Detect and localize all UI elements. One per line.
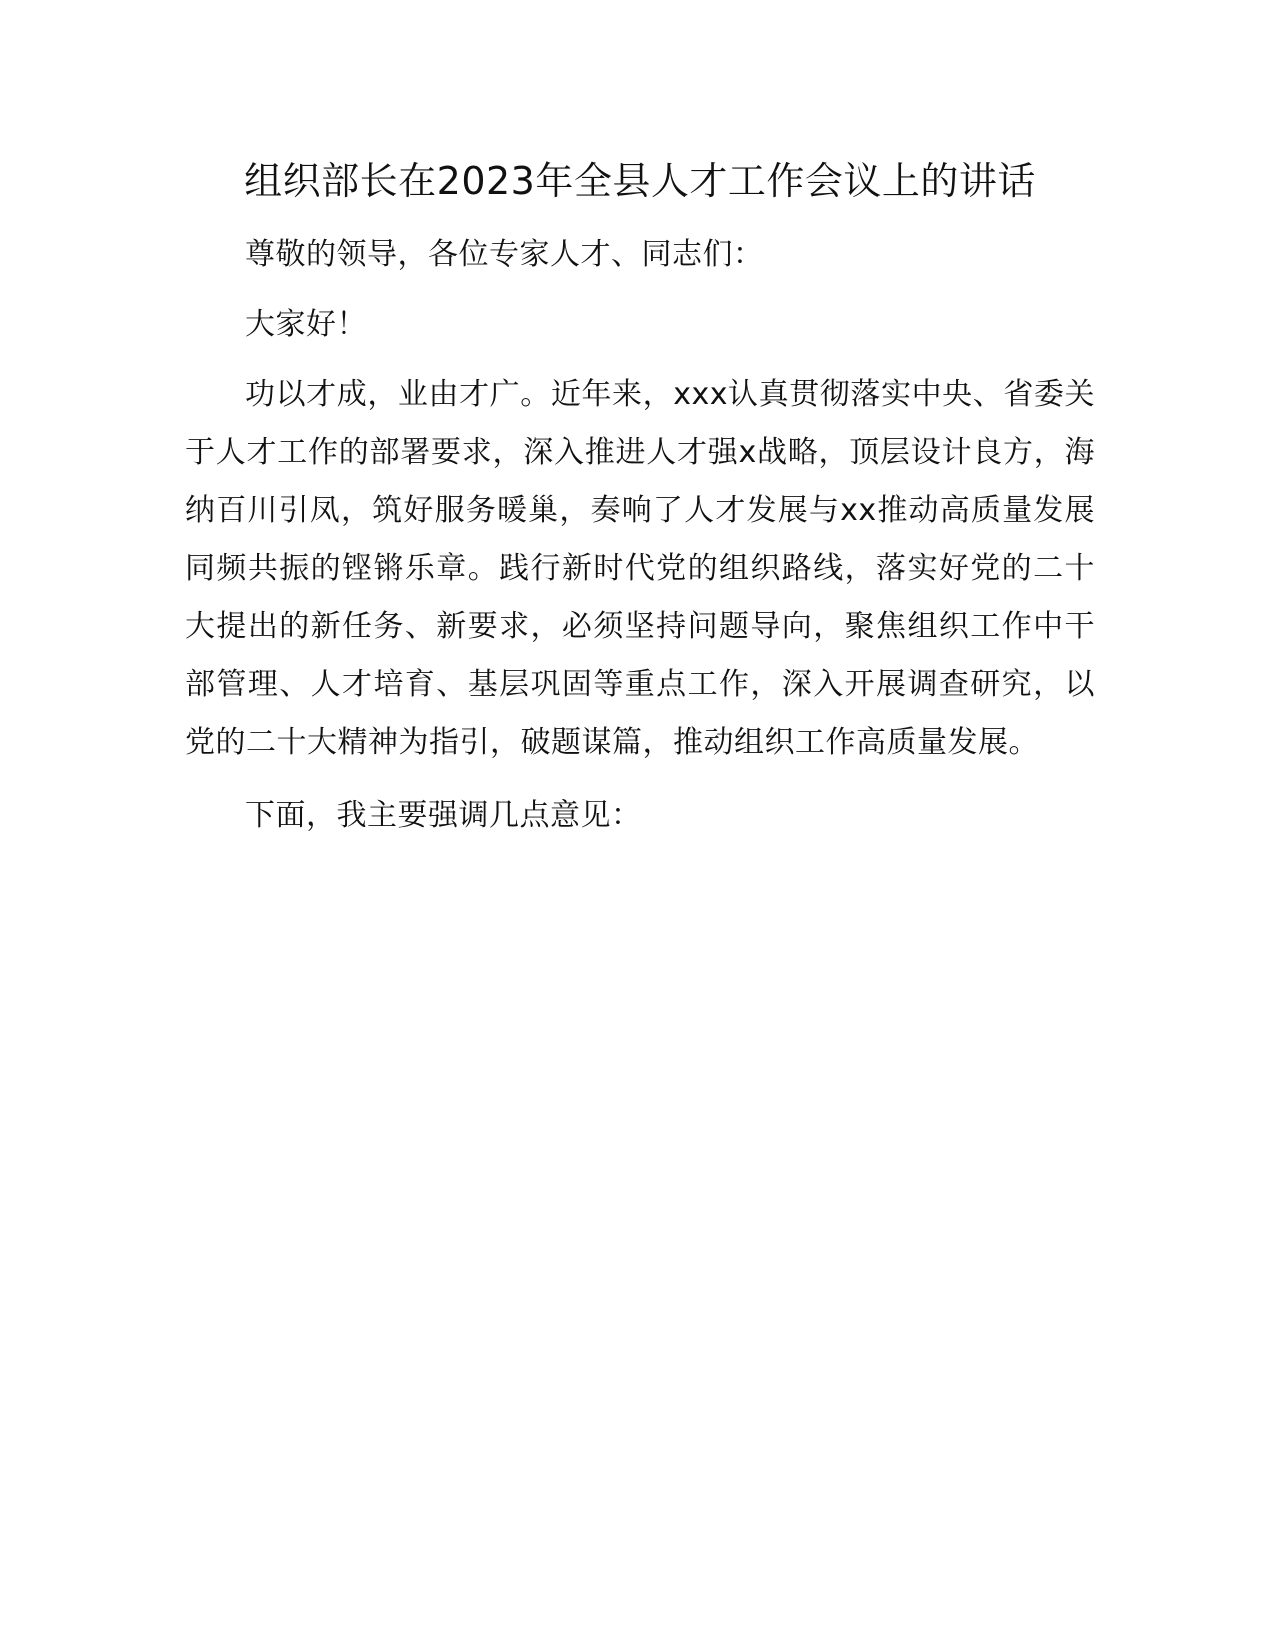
document-content — [185, 150, 1095, 860]
body-paragraph: 功以才成，业由才广。近年来，xxx认真贯彻落实中央、省委关于人才工作的部署要求，深入推进人才强x战略，顶层设计良方，海纳百川引凤，筑好服务暖巢，奏响了人才发展与xx推动高质量发展同频共振的铿锵乐章。践行新时代党的组织路线，落实好党的二十大提出的新任务、新要求，必须坚持问题导向，聚焦组织工作中干部管理、人才培育、基层巩固等重点工作，深入开展调查研究，以党的二十大精神为指引，破题谋篇，推动组织工作高质量发展。 — [185, 377, 1095, 760]
salutation-paragraph: 尊敬的领导，各位专家人才、同志们： — [245, 237, 764, 272]
greeting-paragraph: 大家好！ — [245, 307, 367, 342]
document-title: 组织部长在2023年全县人才工作会议上的讲话 — [244, 159, 1036, 203]
transition-paragraph: 下面，我主要强调几点意见： — [245, 798, 642, 833]
